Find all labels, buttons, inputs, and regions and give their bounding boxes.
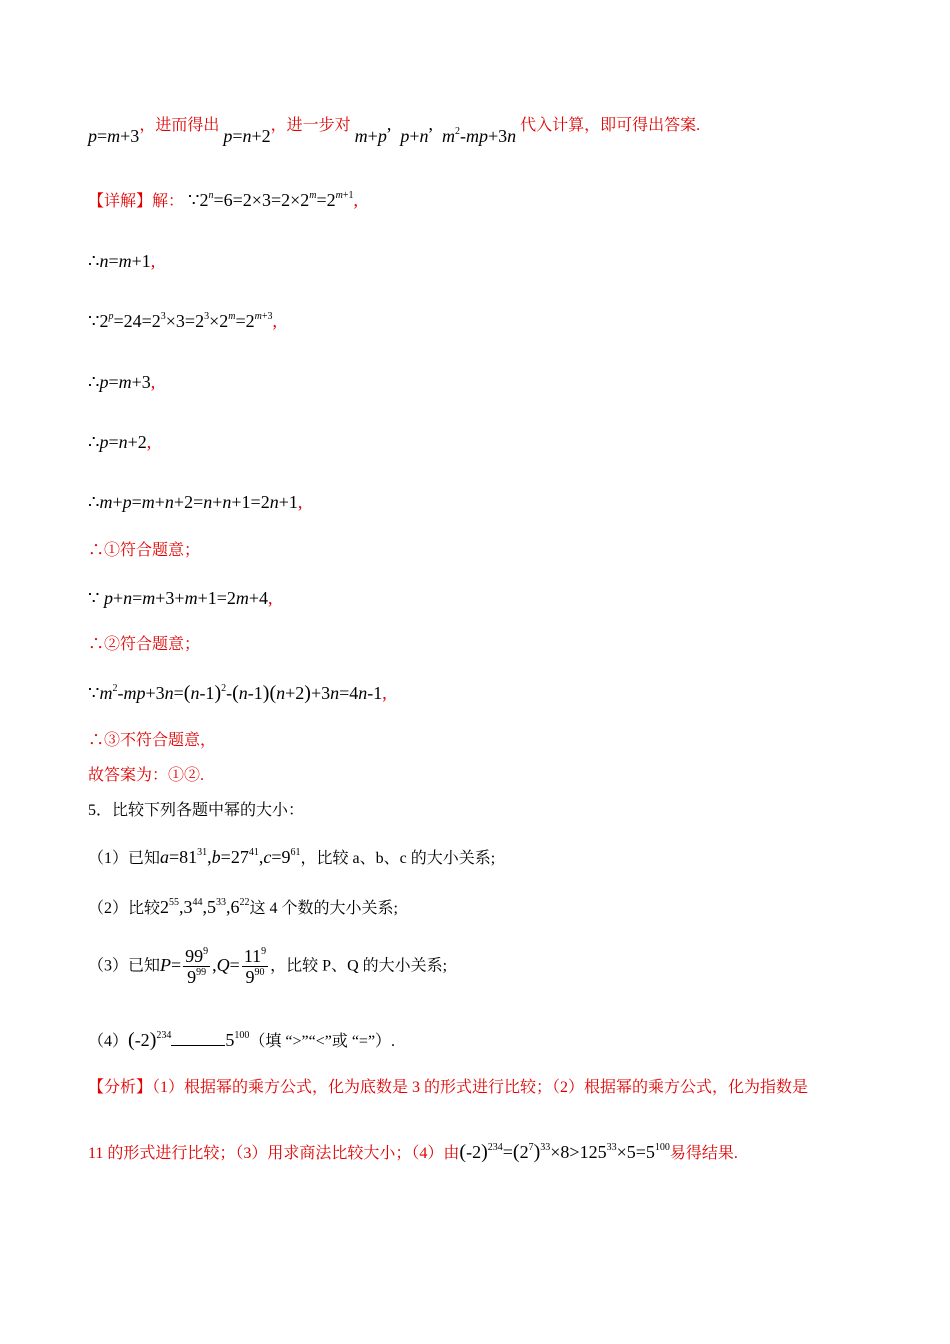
eq-p-m3: p=m+3	[88, 126, 140, 146]
q5-part4-suffix: （填 “>”“<”或 “=”）.	[249, 1033, 396, 1050]
eq-p-n2-b: ∴p=n+2,	[88, 432, 152, 452]
conclusion-3-text: ③不符合题意，	[104, 732, 217, 749]
analysis-expr: $(-2)^{234}=(2^7)^{33}\times 8>125^{33}\times 5=5^{100}$	[459, 1141, 670, 1163]
analysis-text-2-prefix: 11 的形式进行比较；（3）用求商法比较大小；（4）由	[88, 1145, 460, 1162]
hint-text-1: ，进而得出	[139, 117, 220, 134]
analysis-text-1: （1）根据幂的乘方公式，化为底数是 3 的形式进行比较；（2）根据幂的乘方公式，化为指数是	[152, 1079, 809, 1096]
eq-m-plus-p: ∴m+p=m+n+2=n+n+1=2n+1,	[88, 492, 303, 512]
detail-line	[88, 190, 358, 212]
q5-part1-prefix: （1）已知	[88, 850, 161, 867]
answer-blank[interactable]	[171, 1031, 225, 1046]
hint-text-2: ，进一步对	[270, 117, 351, 134]
q5-part4-prefix: （4）	[88, 1033, 129, 1050]
eq-n-m1: ∴n=m+1,	[88, 251, 156, 271]
conclusion-3: ∴③不符合题意，	[88, 732, 217, 749]
final-answer: 故答案为：①②.	[88, 767, 205, 784]
q5-part2-suffix: 这 4 个数的大小关系;	[249, 900, 398, 917]
eq-2n: $\because 2^n=6=2\times 3=2\times 2^m=2^{m+1}$,	[188, 190, 359, 210]
analysis-text-2-suffix: 易得结果.	[669, 1145, 738, 1162]
hint-text-3: 代入计算，即可得出答案.	[520, 117, 701, 134]
detail-label: 【详解】	[88, 193, 153, 210]
eq-p-n2: p=n+2	[223, 126, 271, 146]
q5-title: 5．比较下列各题中幂的大小：	[88, 802, 305, 819]
q5-part2-prefix: （2）比较	[88, 900, 161, 917]
q5-part1-suffix: ，比较 a、b、c 的大小关系;	[300, 850, 496, 867]
conclusion-1-text: ①符合题意；	[104, 542, 201, 559]
eq-m2-mp: $\because m^2-mp+3n=(n-1)^2-(n-1)(n+2)+3n=4n-1$,	[88, 682, 387, 704]
conclusion-2: ∴②符合题意；	[88, 636, 201, 653]
q5-part2-expr: $2^{55},3^{44},5^{33},6^{22}$	[160, 897, 250, 917]
conclusion-2-text: ②符合题意；	[104, 636, 201, 653]
q5-part3-suffix: ，比较 P、Q 的大小关系;	[270, 957, 448, 975]
q5-part3-expr: P= $\frac{99^9}{9^{99}}$ ,Q= $\frac{11^9}{9^{90}}$	[160, 946, 267, 987]
analysis-line-1	[88, 1078, 808, 1098]
q5-part1-expr: $a=81^{31},b=27^{41},c=9^{61}$	[160, 847, 301, 867]
eq-p-m3-b: ∴p=m+3,	[88, 372, 156, 392]
expr-list: m+p, p+n, $m^2-mp+3n$	[354, 114, 517, 146]
q5-part2	[88, 897, 398, 919]
detail-intro: 解：	[152, 193, 185, 210]
eq-p-plus-n: ∵ p+n=m+3+m+1=2m+4,	[88, 588, 273, 608]
analysis-label: 【分析】	[88, 1079, 153, 1096]
q5-part4	[88, 1030, 395, 1052]
eq-2p: $\because 2^p=24=2^3\times 3=2^3\times 2^m=2^{m+3}$,	[88, 311, 277, 331]
q5-part1	[88, 847, 495, 869]
analysis-line-2	[88, 1142, 738, 1164]
q5-part3-prefix: （3）已知	[88, 957, 161, 975]
conclusion-1: ∴①符合题意；	[88, 542, 201, 559]
q5-part4-expr: $(-2)^{234}$ $5^{100}$	[128, 1029, 250, 1051]
solution-hint-line	[88, 114, 701, 148]
q5-part3	[88, 946, 447, 987]
